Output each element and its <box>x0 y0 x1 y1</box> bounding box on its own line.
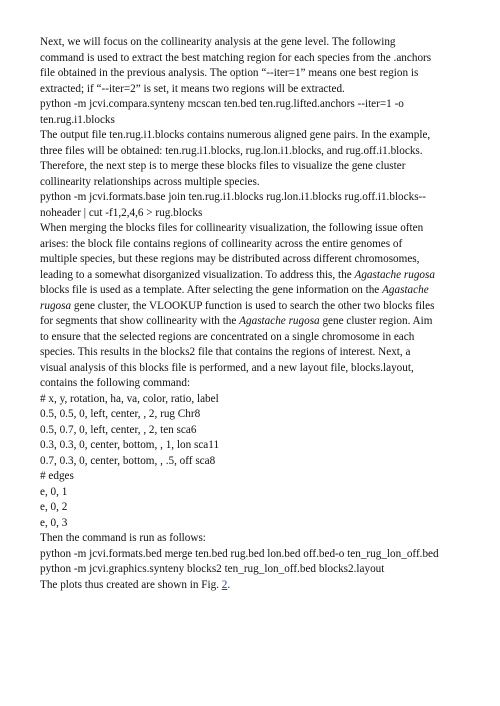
text-line <box>40 299 470 315</box>
document-body <box>40 35 470 593</box>
layout-line: e, 0, 1 <box>40 485 68 498</box>
text-segment: blocks file is used as a template. After selecting the gene information on the <box>40 284 380 296</box>
text-line: Therefore, the next step is to merge these blocks files to visualize the gene cluster <box>40 160 406 172</box>
text-segment: gene cluster region. Aim <box>319 315 433 327</box>
command-line: python -m jcvi.formats.bed merge ten.bed rug.bed lon.bed off.bed-o ten_rug_lon_off.bed <box>40 547 439 560</box>
text-segment: gene cluster, the VLOOKUP function is used to search the other two blocks files <box>71 299 435 312</box>
species-name: rugosa <box>40 299 72 312</box>
text-line: visual analysis of this blocks file is performed, and a new layout file, blocks.layout, <box>40 361 414 374</box>
text-segment: The plots thus created are shown in Fig. <box>40 578 222 591</box>
command-line: python -m jcvi.graphics.synteny blocks2 ten_rug_lon_off.bed blocks2.layout <box>40 563 385 575</box>
text-line: three files will be obtained: ten.rug.i1.blocks, rug.lon.i1.blocks, and rug.off.i1.blocks. <box>40 144 423 157</box>
layout-line: e, 0, 2 <box>40 501 68 513</box>
layout-line: 0.5, 0.7, 0, left, center, , 2, ten sca6 <box>40 423 197 436</box>
text-line <box>40 578 470 594</box>
text-line: Then the command is run as follows: <box>40 532 206 544</box>
text-line: contains the following command: <box>40 377 191 389</box>
text-line: extracted; if “--iter=2” is set, it means two regions will be extracted. <box>40 82 345 95</box>
text-line: species. This results in the blocks2 file that contains the regions of interest. Next, a <box>40 346 411 358</box>
text-line: When merging the blocks files for collinearity visualization, the following issue often <box>40 222 424 234</box>
layout-line: 0.7, 0.3, 0, center, bottom, , .5, off sca8 <box>40 454 216 467</box>
text-segment: for segments that show collinearity with the <box>40 315 240 327</box>
text-line <box>40 268 470 284</box>
text-line <box>40 314 470 330</box>
command-line: ten.rug.i1.blocks <box>40 113 115 126</box>
text-line: file obtained in the previous analysis. The option “--iter=1” means one best region is <box>40 67 419 79</box>
layout-line: e, 0, 3 <box>40 516 68 529</box>
text-segment: . <box>227 578 231 591</box>
figure-link[interactable]: 2 <box>221 578 228 591</box>
text-segment: leading to a somewhat disorganized visualization. To address this, the <box>40 268 355 281</box>
layout-line: 0.3, 0.3, 0, center, bottom, , 1, lon sca11 <box>40 439 220 451</box>
text-line <box>40 283 470 299</box>
layout-line: 0.5, 0.5, 0, left, center, , 2, rug Chr8 <box>40 408 201 420</box>
text-line: to ensure that the selected regions are concentrated on a single chromosome in each <box>40 330 415 343</box>
text-line: command is used to extract the best matching region for each species from the .anchors <box>40 51 432 64</box>
command-line: noheader | cut -f1,2,4,6 > rug.blocks <box>40 206 203 219</box>
species-name: Agastache rugosa <box>354 268 435 281</box>
species-name: Agastache <box>382 284 429 296</box>
text-line: arises: the block file contains regions of collinearity across the entire genomes of <box>40 237 403 250</box>
text-line: Next, we will focus on the collinearity analysis at the gene level. The following <box>40 36 396 48</box>
text-line: The output file ten.rug.i1.blocks contains numerous aligned gene pairs. In the example, <box>40 129 431 141</box>
layout-line: # x, y, rotation, ha, va, color, ratio, label <box>40 392 219 405</box>
species-name: Agastache rugosa <box>239 315 320 327</box>
text-line: multiple species, but these regions may be distributed across different chromosomes, <box>40 253 420 265</box>
layout-line: # edges <box>40 470 74 482</box>
text-line: collinearity relationships across multiple species. <box>40 175 260 188</box>
command-line: python -m jcvi.compara.synteny mcscan ten.bed ten.rug.lifted.anchors --iter=1 -o <box>40 98 404 110</box>
command-line: python -m jcvi.formats.base join ten.rug.i1.blocks rug.lon.i1.blocks rug.off.i1.blocks-- <box>40 191 427 203</box>
